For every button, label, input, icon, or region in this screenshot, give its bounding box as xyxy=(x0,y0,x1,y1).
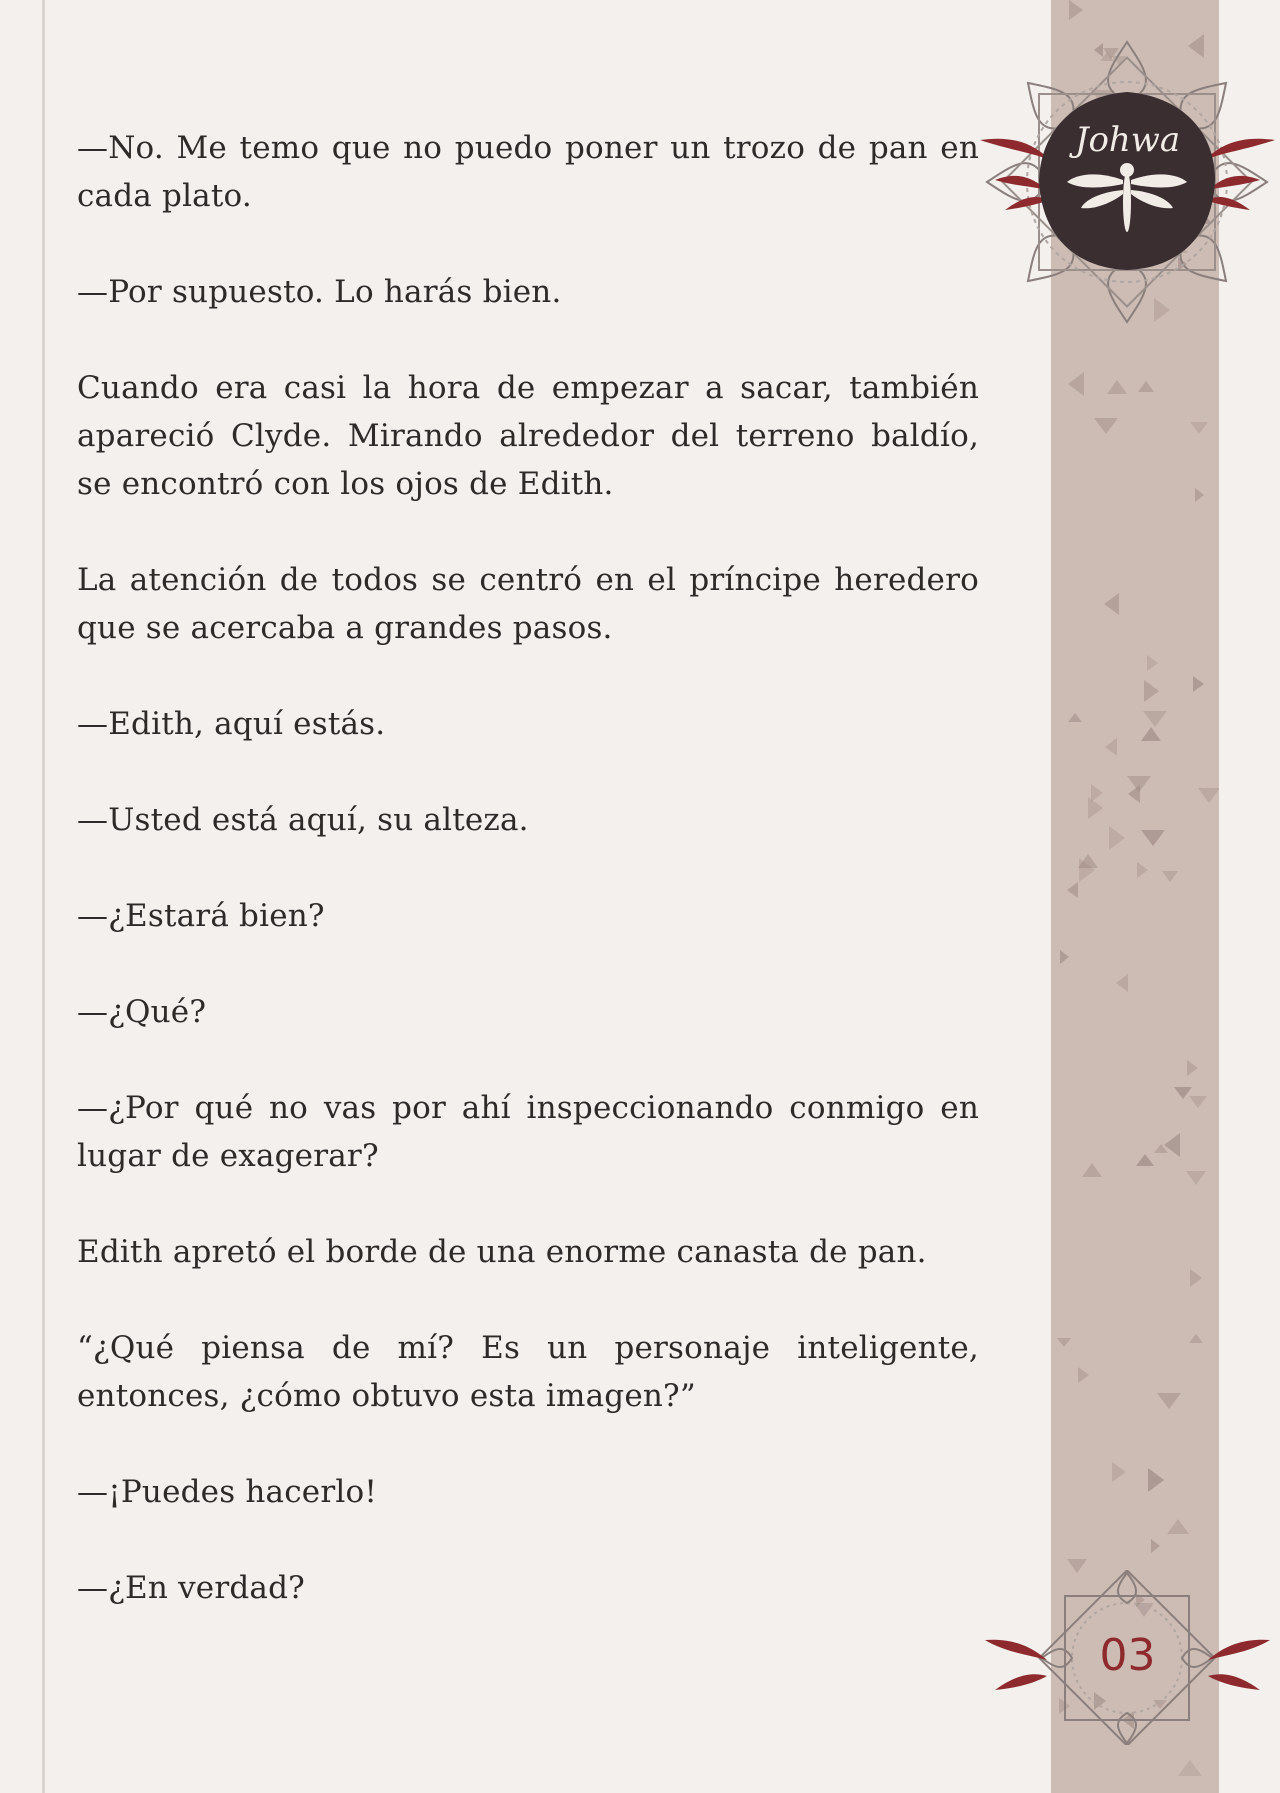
decor-triangle xyxy=(1164,1133,1180,1157)
decor-triangle xyxy=(1088,797,1103,819)
paragraph: “¿Qué piensa de mí? Es un personaje inteligente, entonces, ¿cómo obtuvo esta imagen?” xyxy=(77,1330,979,1414)
decor-triangle xyxy=(1189,1334,1203,1343)
paragraph: —¿Estará bien? xyxy=(77,898,325,934)
paragraph: —Usted está aquí, su alteza. xyxy=(77,802,529,838)
paragraph: —No. Me temo que no puedo poner un trozo de pan en cada plato. xyxy=(77,130,979,214)
paragraph: La atención de todos se centró en el príncipe heredero que se acercaba a grandes pasos. xyxy=(77,562,979,646)
decor-triangle xyxy=(1116,974,1128,992)
decor-triangle xyxy=(1147,655,1158,671)
decor-triangle xyxy=(1068,372,1084,396)
decor-triangle xyxy=(1136,1154,1154,1166)
paragraph: Edith apretó el borde de una enorme canasta de pan. xyxy=(77,1234,927,1270)
johwa-emblem xyxy=(975,30,1280,335)
decor-triangle xyxy=(1109,826,1125,850)
decor-triangle xyxy=(1057,1338,1071,1347)
decor-triangle xyxy=(1141,830,1165,846)
decor-triangle xyxy=(1107,380,1127,394)
decor-triangle xyxy=(1157,1393,1181,1409)
decor-triangle xyxy=(1112,1462,1126,1482)
decor-triangle xyxy=(1162,871,1178,882)
paragraph: —Edith, aquí estás. xyxy=(77,706,386,742)
paragraph: —¿En verdad? xyxy=(77,1570,305,1606)
paragraph: —¿Por qué no vas por ahí inspeccionando conmigo en lugar de exagerar? xyxy=(77,1090,979,1174)
decor-triangle xyxy=(1190,422,1208,434)
decor-triangle xyxy=(1143,711,1167,727)
decor-triangle xyxy=(1144,680,1159,702)
paragraph: —¿Qué? xyxy=(77,994,207,1030)
decor-triangle xyxy=(1094,418,1118,434)
paragraph: —Por supuesto. Lo harás bien. xyxy=(77,274,562,310)
decor-triangle xyxy=(1187,1060,1198,1076)
decor-triangle xyxy=(1186,1171,1206,1185)
decor-triangle xyxy=(1128,785,1140,803)
decor-triangle xyxy=(1078,854,1098,868)
decor-triangle xyxy=(1190,1269,1202,1287)
decor-triangle xyxy=(1067,882,1078,898)
decor-triangle xyxy=(1151,1539,1160,1553)
decor-triangle xyxy=(1141,727,1161,741)
decor-triangle xyxy=(1068,713,1082,722)
decor-triangle xyxy=(1104,593,1119,615)
paragraph: Cuando era casi la hora de empezar a sacar, también apareció Clyde. Mirando alrededor del terreno baldío, se encontró con los ojos de Edith. xyxy=(77,370,979,502)
mandala-frame-icon xyxy=(975,30,1280,335)
paragraph: —¡Puedes hacerlo! xyxy=(77,1474,377,1510)
margin-rule xyxy=(42,0,45,1793)
decor-triangle xyxy=(1105,738,1117,756)
decor-triangle xyxy=(1198,788,1219,803)
decor-triangle xyxy=(1167,1519,1189,1534)
decor-triangle xyxy=(1069,0,1083,20)
decor-triangle xyxy=(1078,1367,1089,1383)
decor-triangle xyxy=(1138,381,1154,392)
decor-triangle xyxy=(1195,488,1204,502)
page-number-badge xyxy=(975,1570,1280,1745)
decor-triangle xyxy=(1060,950,1069,964)
page-number: 03 xyxy=(1099,1630,1156,1681)
decor-triangle xyxy=(1148,1468,1164,1492)
decor-triangle xyxy=(1193,676,1204,692)
decor-triangle xyxy=(1174,1087,1192,1099)
emblem-label: Johwa xyxy=(1074,120,1181,160)
decor-triangle xyxy=(1137,862,1148,878)
story-text xyxy=(77,124,979,1660)
decor-triangle xyxy=(1082,1163,1102,1177)
decor-triangle xyxy=(1178,1760,1202,1776)
